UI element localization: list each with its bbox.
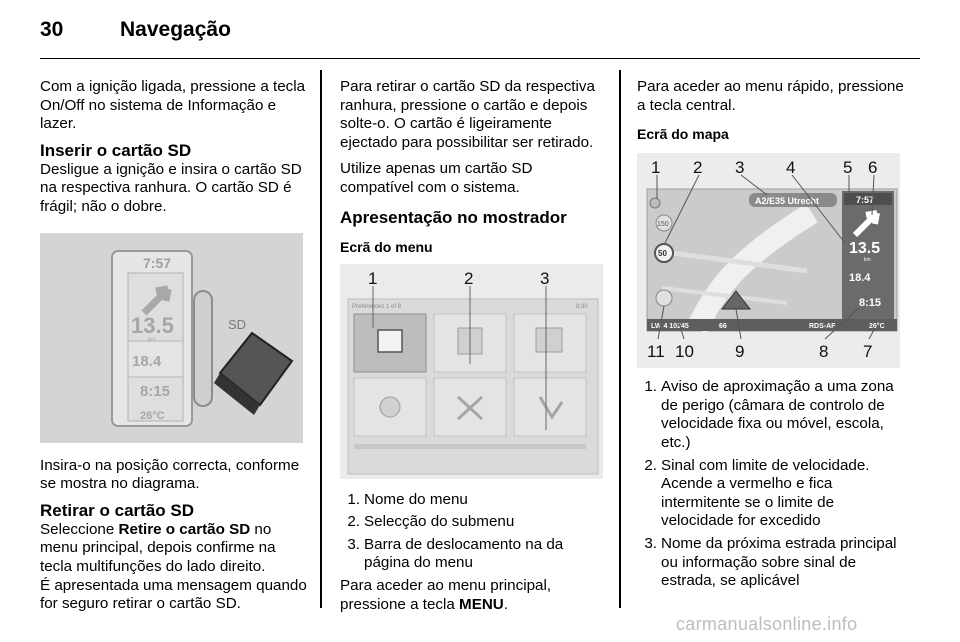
intro-text: Com a ignição ligada, pressione a tecla On/Off no sistema de Informação e lazer. bbox=[40, 78, 306, 133]
menu-name-label: Preferences 1 of 8 bbox=[352, 303, 402, 310]
map-screen-heading: Ecrã do mapa bbox=[637, 126, 729, 143]
map-screen-figure bbox=[637, 153, 900, 368]
remove-text-post: no menu principal, depois confirme na tecla multifunções do lado direito. bbox=[40, 520, 276, 575]
fig1-temp: 26°C bbox=[140, 409, 165, 422]
column-1 bbox=[40, 78, 308, 614]
fig1-distance-unit: km bbox=[148, 336, 156, 343]
list-item-number: 3. bbox=[644, 534, 657, 552]
column-3 bbox=[637, 78, 907, 591]
map-callout-6: 6 bbox=[868, 158, 878, 178]
list-item-number: 1. bbox=[644, 378, 657, 396]
map-distance: 13.5 bbox=[849, 240, 881, 258]
map-callout-5: 5 bbox=[843, 158, 853, 178]
menu-screen-illustration bbox=[340, 264, 603, 479]
insert-sd-text: Desligue a ignição e insira o cartão SD na respectiva ranhura. O cartão SD é frágil; não o dobre. bbox=[40, 160, 302, 215]
list-item-text: Sinal com limite de velocidade. Acende a vermelho e fica intermitente se o limite de velocidade for excedido bbox=[661, 456, 870, 530]
map-status-mid: 66 bbox=[719, 323, 727, 331]
map-eta: 8:15 bbox=[859, 297, 882, 310]
page-header bbox=[0, 0, 960, 62]
list-item-number: 3. bbox=[347, 535, 360, 553]
fig1-time: 7:57 bbox=[143, 254, 172, 271]
column-divider-2 bbox=[619, 70, 621, 608]
remove-sd-text bbox=[40, 521, 308, 577]
sd-insert-illustration bbox=[40, 233, 303, 443]
page-title: Navegação bbox=[120, 18, 231, 41]
map-callout-4: 4 bbox=[786, 158, 796, 178]
map-callout-11: 11 bbox=[647, 342, 665, 362]
list-item-number: 1. bbox=[347, 490, 360, 508]
main-menu-text bbox=[340, 577, 608, 614]
list-item-number: 2. bbox=[347, 513, 360, 531]
remove-sd-heading: Retirar o cartão SD bbox=[40, 500, 194, 520]
header-rule bbox=[40, 58, 920, 59]
map-speed-limit-50: 50 bbox=[658, 249, 667, 259]
map-callout-7: 7 bbox=[863, 342, 873, 362]
column-2 bbox=[340, 78, 608, 614]
main-menu-text-pre: Para aceder ao menu principal, pressione a tecla bbox=[340, 576, 552, 613]
map-callout-2: 2 bbox=[693, 158, 703, 178]
map-status-right: RDS-AF bbox=[809, 323, 836, 331]
map-temp: 26°C bbox=[869, 323, 885, 331]
list-item-text: Nome da próxima estrada principal ou informação sobre sinal de estrada, se aplicável bbox=[661, 534, 897, 590]
fig1-speed: 18.4 bbox=[132, 352, 162, 370]
map-screen-illustration bbox=[637, 153, 900, 368]
fig1-sd-text: SD bbox=[228, 316, 247, 332]
menu-key-term: MENU bbox=[459, 595, 504, 613]
menu-callout-3: 3 bbox=[540, 268, 550, 288]
list-item-text: Nome do menu bbox=[364, 490, 468, 508]
list-item-text: Aviso de aproximação a uma zona de perigo (câmara de controlo de velocidade fixa ou móvel, escola, etc.) bbox=[661, 378, 894, 451]
column-divider-1 bbox=[320, 70, 322, 608]
map-time: 7:57 bbox=[856, 195, 875, 206]
quick-menu-text: Para aceder ao menu rápido, pressione a tecla central. bbox=[637, 78, 904, 114]
menu-callout-2: 2 bbox=[464, 268, 474, 288]
map-callout-1: 1 bbox=[651, 158, 661, 178]
remove-sd-menu-term: Retire o cartão SD bbox=[118, 520, 251, 538]
map-speed-limit-150: 150 bbox=[657, 221, 669, 229]
compatible-card-text: Utilize apenas um cartão SD compatível com o sistema. bbox=[340, 160, 533, 196]
map-status-left: LW 4 10245 bbox=[651, 323, 689, 331]
map-road-name: A2/E35 Utrecht bbox=[755, 196, 820, 207]
menu-callout-1: 1 bbox=[368, 268, 378, 288]
map-legend-list bbox=[637, 378, 907, 591]
insert-sd-heading: Inserir o cartão SD bbox=[40, 140, 192, 160]
remove-instructions: Para retirar o cartão SD da respectiva ranhura, pressione o cartão e depois solte-o. O cartão é ligeiramente ejectado para possibilitar ser retirado. bbox=[340, 78, 595, 151]
list-item-text: Selecção do submenu bbox=[364, 513, 515, 531]
list-item bbox=[340, 513, 608, 532]
remove-sd-message-text: É apresentada uma mensagem quando for seguro retirar o cartão SD. bbox=[40, 576, 307, 613]
list-item-text: Barra de deslocamento na da página do menu bbox=[364, 535, 564, 572]
after-figure-text: Insira-o na posição correcta, conforme se mostra no diagrama. bbox=[40, 456, 300, 493]
menu-legend-list bbox=[340, 491, 608, 573]
list-item bbox=[637, 535, 907, 591]
map-callout-3: 3 bbox=[735, 158, 745, 178]
map-callout-9: 9 bbox=[735, 342, 745, 362]
list-item bbox=[637, 457, 907, 531]
list-item-number: 2. bbox=[644, 456, 657, 474]
list-item bbox=[340, 536, 608, 573]
main-menu-text-post: . bbox=[503, 595, 508, 613]
list-item bbox=[340, 491, 608, 510]
page-number: 30 bbox=[40, 18, 64, 41]
fig1-eta: 8:15 bbox=[140, 382, 171, 400]
map-speed: 18.4 bbox=[849, 272, 871, 285]
map-distance-unit: km bbox=[864, 257, 871, 264]
menu-screen-figure bbox=[340, 264, 603, 479]
list-item bbox=[637, 378, 907, 452]
sd-insert-figure bbox=[40, 233, 303, 443]
menu-screen-heading: Ecrã do menu bbox=[340, 238, 433, 255]
fig1-distance: 13.5 bbox=[131, 312, 174, 338]
map-callout-10: 10 bbox=[675, 342, 694, 362]
display-heading: Apresentação no mostrador bbox=[340, 207, 567, 227]
remove-text-pre: Seleccione bbox=[40, 520, 119, 538]
map-callout-8: 8 bbox=[819, 342, 829, 362]
watermark: carmanualsonline.info bbox=[676, 614, 858, 634]
menu-clock: 8:30 bbox=[576, 303, 588, 310]
